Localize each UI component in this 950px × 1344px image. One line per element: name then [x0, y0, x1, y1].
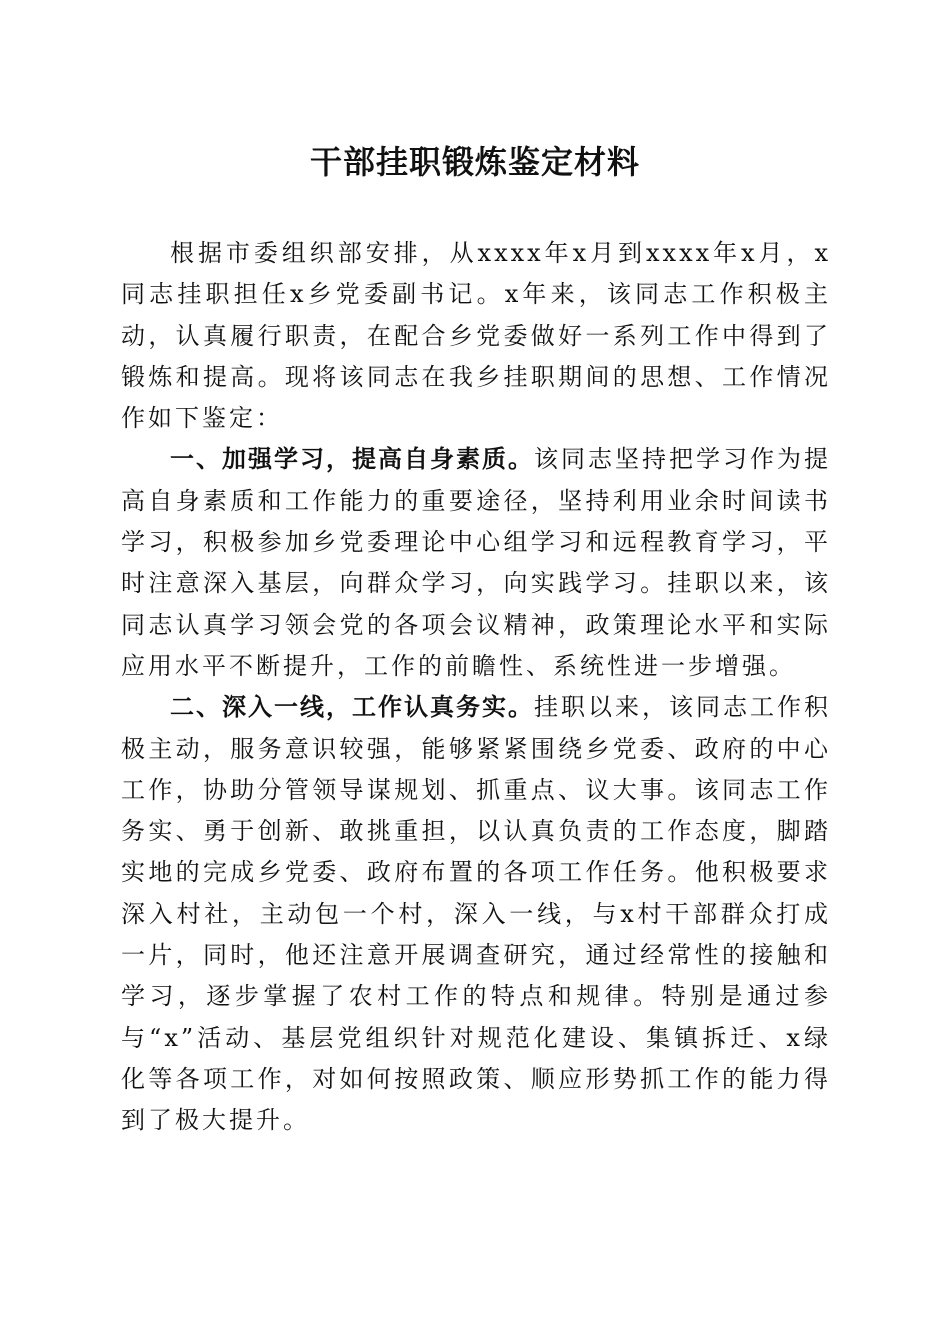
paragraph-intro — [121, 233, 831, 439]
section-heading: 一、加强学习，提高自身素质。 — [170, 445, 534, 474]
document-title: 干部挂职锻炼鉴定材料 — [309, 143, 640, 181]
paragraph-section-1 — [121, 439, 831, 687]
paragraph-text: 根据市委组织部安排，从xxxx年x月到xxxx年x月，x同志挂职担任x乡党委副书记。x年来，该同志工作积极主动，认真履行职责，在配合乡党委做好一系列工作中得到了锻炼和提高。现将该同志在我乡挂职期间的思想、工作情况作如下鉴定： — [121, 239, 831, 433]
document-body — [121, 233, 831, 1142]
paragraph-text: 该同志坚持把学习作为提高自身素质和工作能力的重要途径，坚持利用业余时间读书学习，积极参加乡党委理论中心组学习和远程教育学习，平时注意深入基层，向群众学习，向实践学习。挂职以来，该同志认真学习领会党的各项会议精神，政策理论水平和实际应用水平不断提升，工作的前瞻性、系统性进一步增强。 — [121, 445, 831, 680]
section-heading: 二、深入一线，工作认真务实。 — [170, 693, 534, 722]
paragraph-text: 挂职以来，该同志工作积极主动，服务意识较强，能够紧紧围绕乡党委、政府的中心工作，协助分管领导谋规划、抓重点、议大事。该同志工作务实、勇于创新、敢挑重担，以认真负责的工作态度，脚踏实地的完成乡党委、政府布置的各项工作任务。他积极要求深入村社，主动包一个村，深入一线，与x村干部群众打成一片，同时，他还注意开展调查研究，通过经常性的接触和学习，逐步掌握了农村工作的特点和规律。特别是通过参与“x”活动、基层党组织针对规范化建设、集镇拆迁、x绿化等各项工作，对如何按照政策、顺应形势抓工作的能力得到了极大提升。 — [121, 693, 831, 1135]
paragraph-section-2 — [121, 687, 831, 1141]
